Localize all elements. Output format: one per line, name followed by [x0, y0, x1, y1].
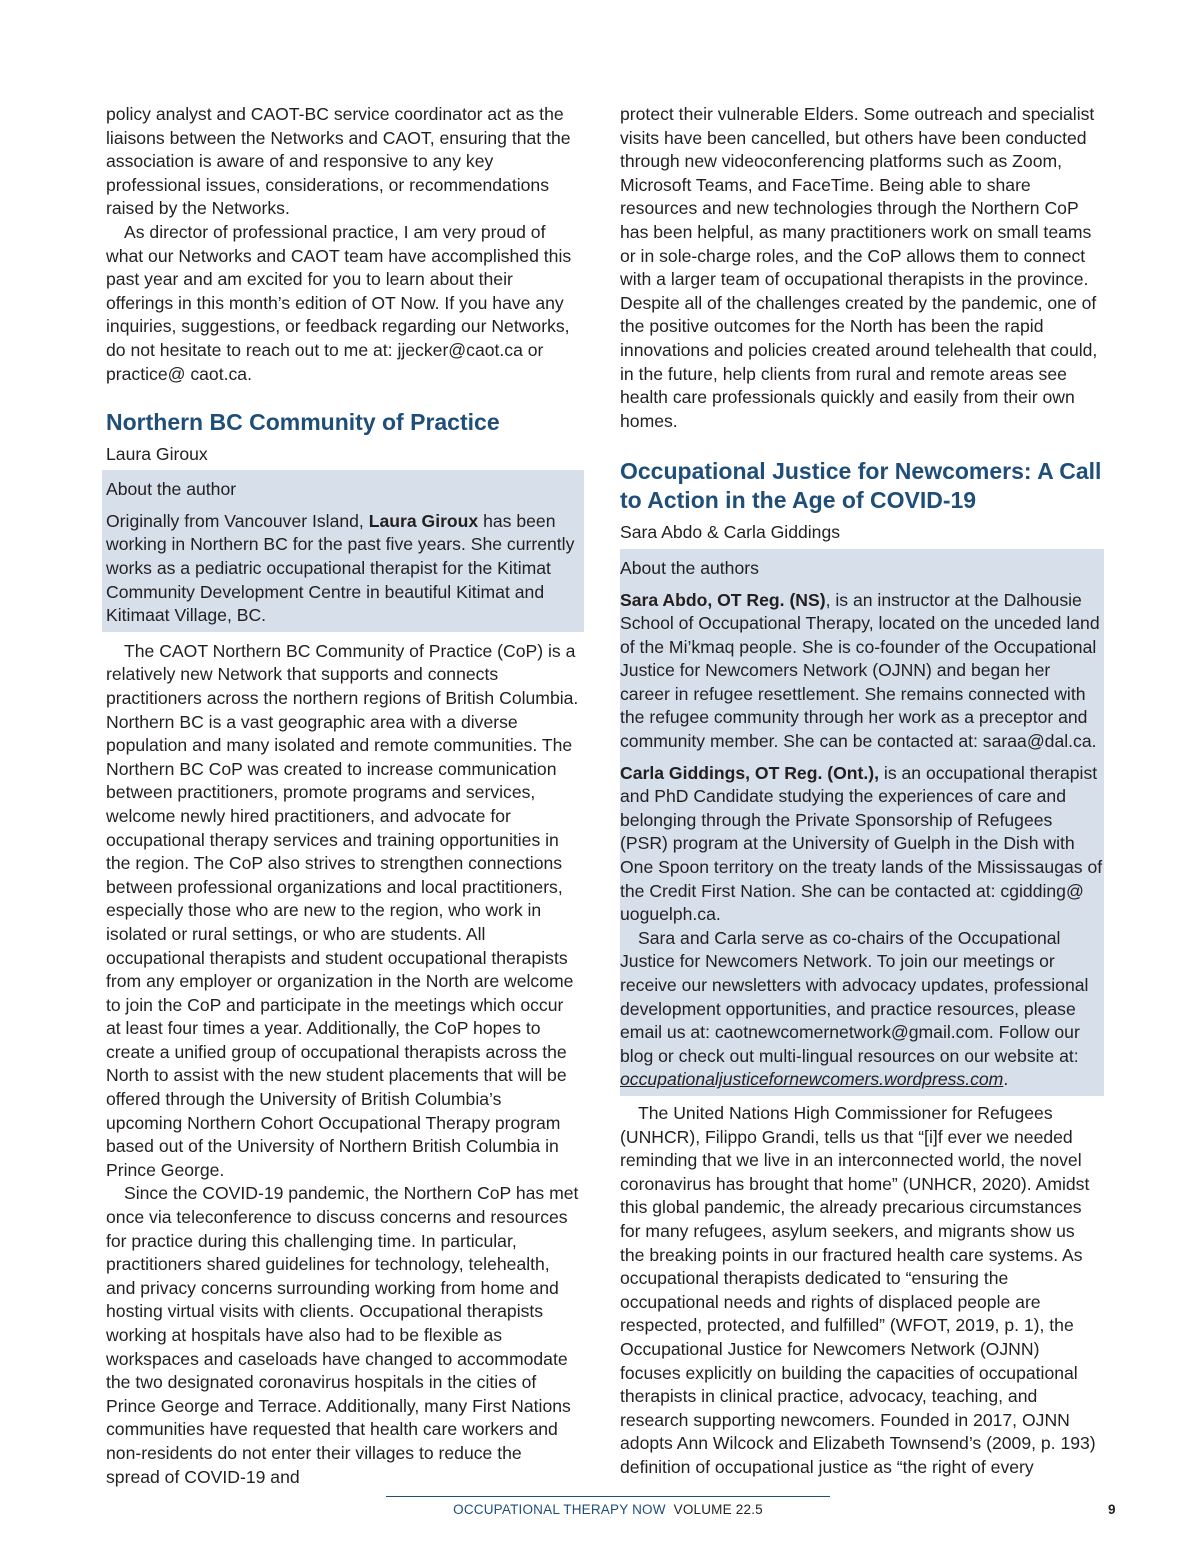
about-label: About the author [106, 479, 237, 500]
about-author-box [102, 470, 584, 632]
paragraph: protect their vulnerable Elders. Some outreach and specialist visits have been cancelled, but others have been conducted through new videoconferencing platforms such as Zoom, Microsoft Teams, and FaceTime. Being able to share resources and new technologies through the Northern CoP has been helpful, as many practitioners work on small teams or in sole-charge roles, and the CoP allows them to connect with a larger team of occupational therapists in the province. Despite all of the challenges created by the pandemic, one of the positive outcomes for the North has been the rapid innovations and policies created around telehealth that could, in the future, help clients from rural and remote areas see health care professionals quickly and easily from their own homes. [620, 104, 1098, 431]
about-text: Originally from Vancouver Island, Laura Giroux has been working in Northern BC for the past five years. She currently works as a pediatric occupational therapist for the Kitimat Community Development Centre in beautiful Kitimat and Kitimaat Village, BC. [106, 510, 575, 626]
website-link[interactable]: occupationaljusticefornewcomers.wordpress.com [620, 1069, 1004, 1090]
about-authors-box [620, 549, 1104, 1096]
author-name: Carla Giddings, OT Reg. (Ont.), [620, 762, 880, 783]
page-number: 9 [1108, 1502, 1116, 1517]
author-bio-sara: Sara Abdo, OT Reg. (NS), is an instructor at the Dalhousie School of Occupational Therapy, located on the unceded land of the Mi’kmaq people. She is co-founder of the Occupational Justice for Newcomers Network (OJNN) and began her career in refugee resettlement. She remains connected with the refugee community through her work as a preceptor and community member. She can be contacted at: saraa@dal.ca. [620, 589, 1100, 752]
paragraph: As director of professional practice, I am very proud of what our Networks and CAOT team have accomplished this past year and am excited for you to learn about their offerings in this month’s edition of OT Now. If you have any inquiries, suggestions, or feedback regarding our Networks, do not hesitate to reach out to me at: jjecker@caot.ca or practice@ caot.ca. [106, 221, 572, 384]
paragraph: The United Nations High Commissioner for Refugees (UNHCR), Filippo Grandi, tells us that “[i]f ever we needed reminding that we live in an interconnected world, the novel coronavirus has brought that home” (UNHCR, 2020). Amidst this global pandemic, the already precarious circumstances for many refugees, asylum seekers, and migrants show us the breaking points in our fractured health care systems. As occupational therapists dedicated to “ensuring the occupational needs and rights of displaced people are respected, protected, and fulfilled” (WFOT, 2019, p. 1), the Occupational Justice for Newcomers Network (OJNN) focuses explicitly on building the capacities of occupational therapists in clinical practice, advocacy, teaching, and research supporting newcomers. Founded in 2017, OJNN adopts Ann Wilcock and Elizabeth Townsend’s (2009, p. 193) definition of occupational justice as “the right of every [620, 1102, 1096, 1477]
author-name: Sara Abdo, OT Reg. (NS) [620, 589, 826, 610]
footer-publication: OCCUPATIONAL THERAPY NOW VOLUME 22.5 [453, 1502, 763, 1517]
section-title-occupational-justice: Occupational Justice for Newcomers: A Call to Action in the Age of COVID-19 [620, 458, 1102, 513]
network-info: Sara and Carla serve as co-chairs of the Occupational Justice for Newcomers Network. To join our meetings or receive our newsletters with advocacy updates, professional development opportunities, and practice resources, please email us at: caotnewcomernetwork@gmail.com. Follow our blog or check out multi-lingual resources on our website at: occupationaljusticefornewcomers.wordpress.com. [620, 927, 1089, 1090]
left-column [106, 103, 580, 1489]
author-name: Laura Giroux [368, 510, 479, 531]
byline: Laura Giroux [106, 443, 208, 464]
paragraph: Since the COVID-19 pandemic, the Northern CoP has met once via teleconference to discuss concerns and resources for practice during this challenging time. In particular, practitioners shared guidelines for technology, telehealth, and privacy concerns surrounding working from home and hosting virtual visits with clients. Occupational therapists working at hospitals have also had to be flexible as workspaces and caseloads have changed to accommodate the two designated coronavirus hospitals in the cities of Prince George and Terrace. Additionally, many First Nations communities have requested that health care workers and non-residents do not enter their villages to reduce the spread of COVID-19 and [106, 1183, 579, 1487]
author-bio-carla: Carla Giddings, OT Reg. (Ont.), is an occupational therapist and PhD Candidate studying the experiences of care and belonging through the Private Sponsorship of Refugees (PSR) program at the University of Guelph in the Dish with One Spoon territory on the treaty lands of the Mississaugas of the Credit First Nation. She can be contacted at: cgidding@ uoguelph.ca. [620, 762, 1103, 925]
section-title-northern-bc: Northern BC Community of Practice [106, 409, 500, 436]
right-column [620, 103, 1104, 1479]
footer-rule [386, 1496, 830, 1497]
about-label: About the authors [620, 557, 759, 578]
paragraph: policy analyst and CAOT-BC service coordinator act as the liaisons between the Networks and CAOT, ensuring that the association is aware of and responsive to any key professional issues, considerations, or recommendations raised by the Networks. [106, 104, 571, 219]
byline: Sara Abdo & Carla Giddings [620, 522, 841, 543]
paragraph: The CAOT Northern BC Community of Practice (CoP) is a relatively new Network that supports and connects practitioners across the northern regions of British Columbia. Northern BC is a vast geographic area with a diverse population and many isolated and remote communities. The Northern BC CoP was created to increase communication between practitioners, promote programs and services, welcome newly hired practitioners, and advocate for occupational therapy services and training opportunities in the region. The CoP also strives to strengthen connections between professional organizations and local practitioners, especially those who are new to the region, who work in isolated or rural settings, or who are students. All occupational therapists and student occupational therapists from any employer or organization in the North are welcome to join the CoP and participate in the meetings which occur at least four times a year. Additionally, the CoP hopes to create a unified group of occupational therapists across the North to assist with the new student placements that will be offered through the University of British Columbia’s upcoming Northern Cohort Occupational Therapy program based out of the University of Northern British Columbia in Prince George. [106, 640, 579, 1180]
